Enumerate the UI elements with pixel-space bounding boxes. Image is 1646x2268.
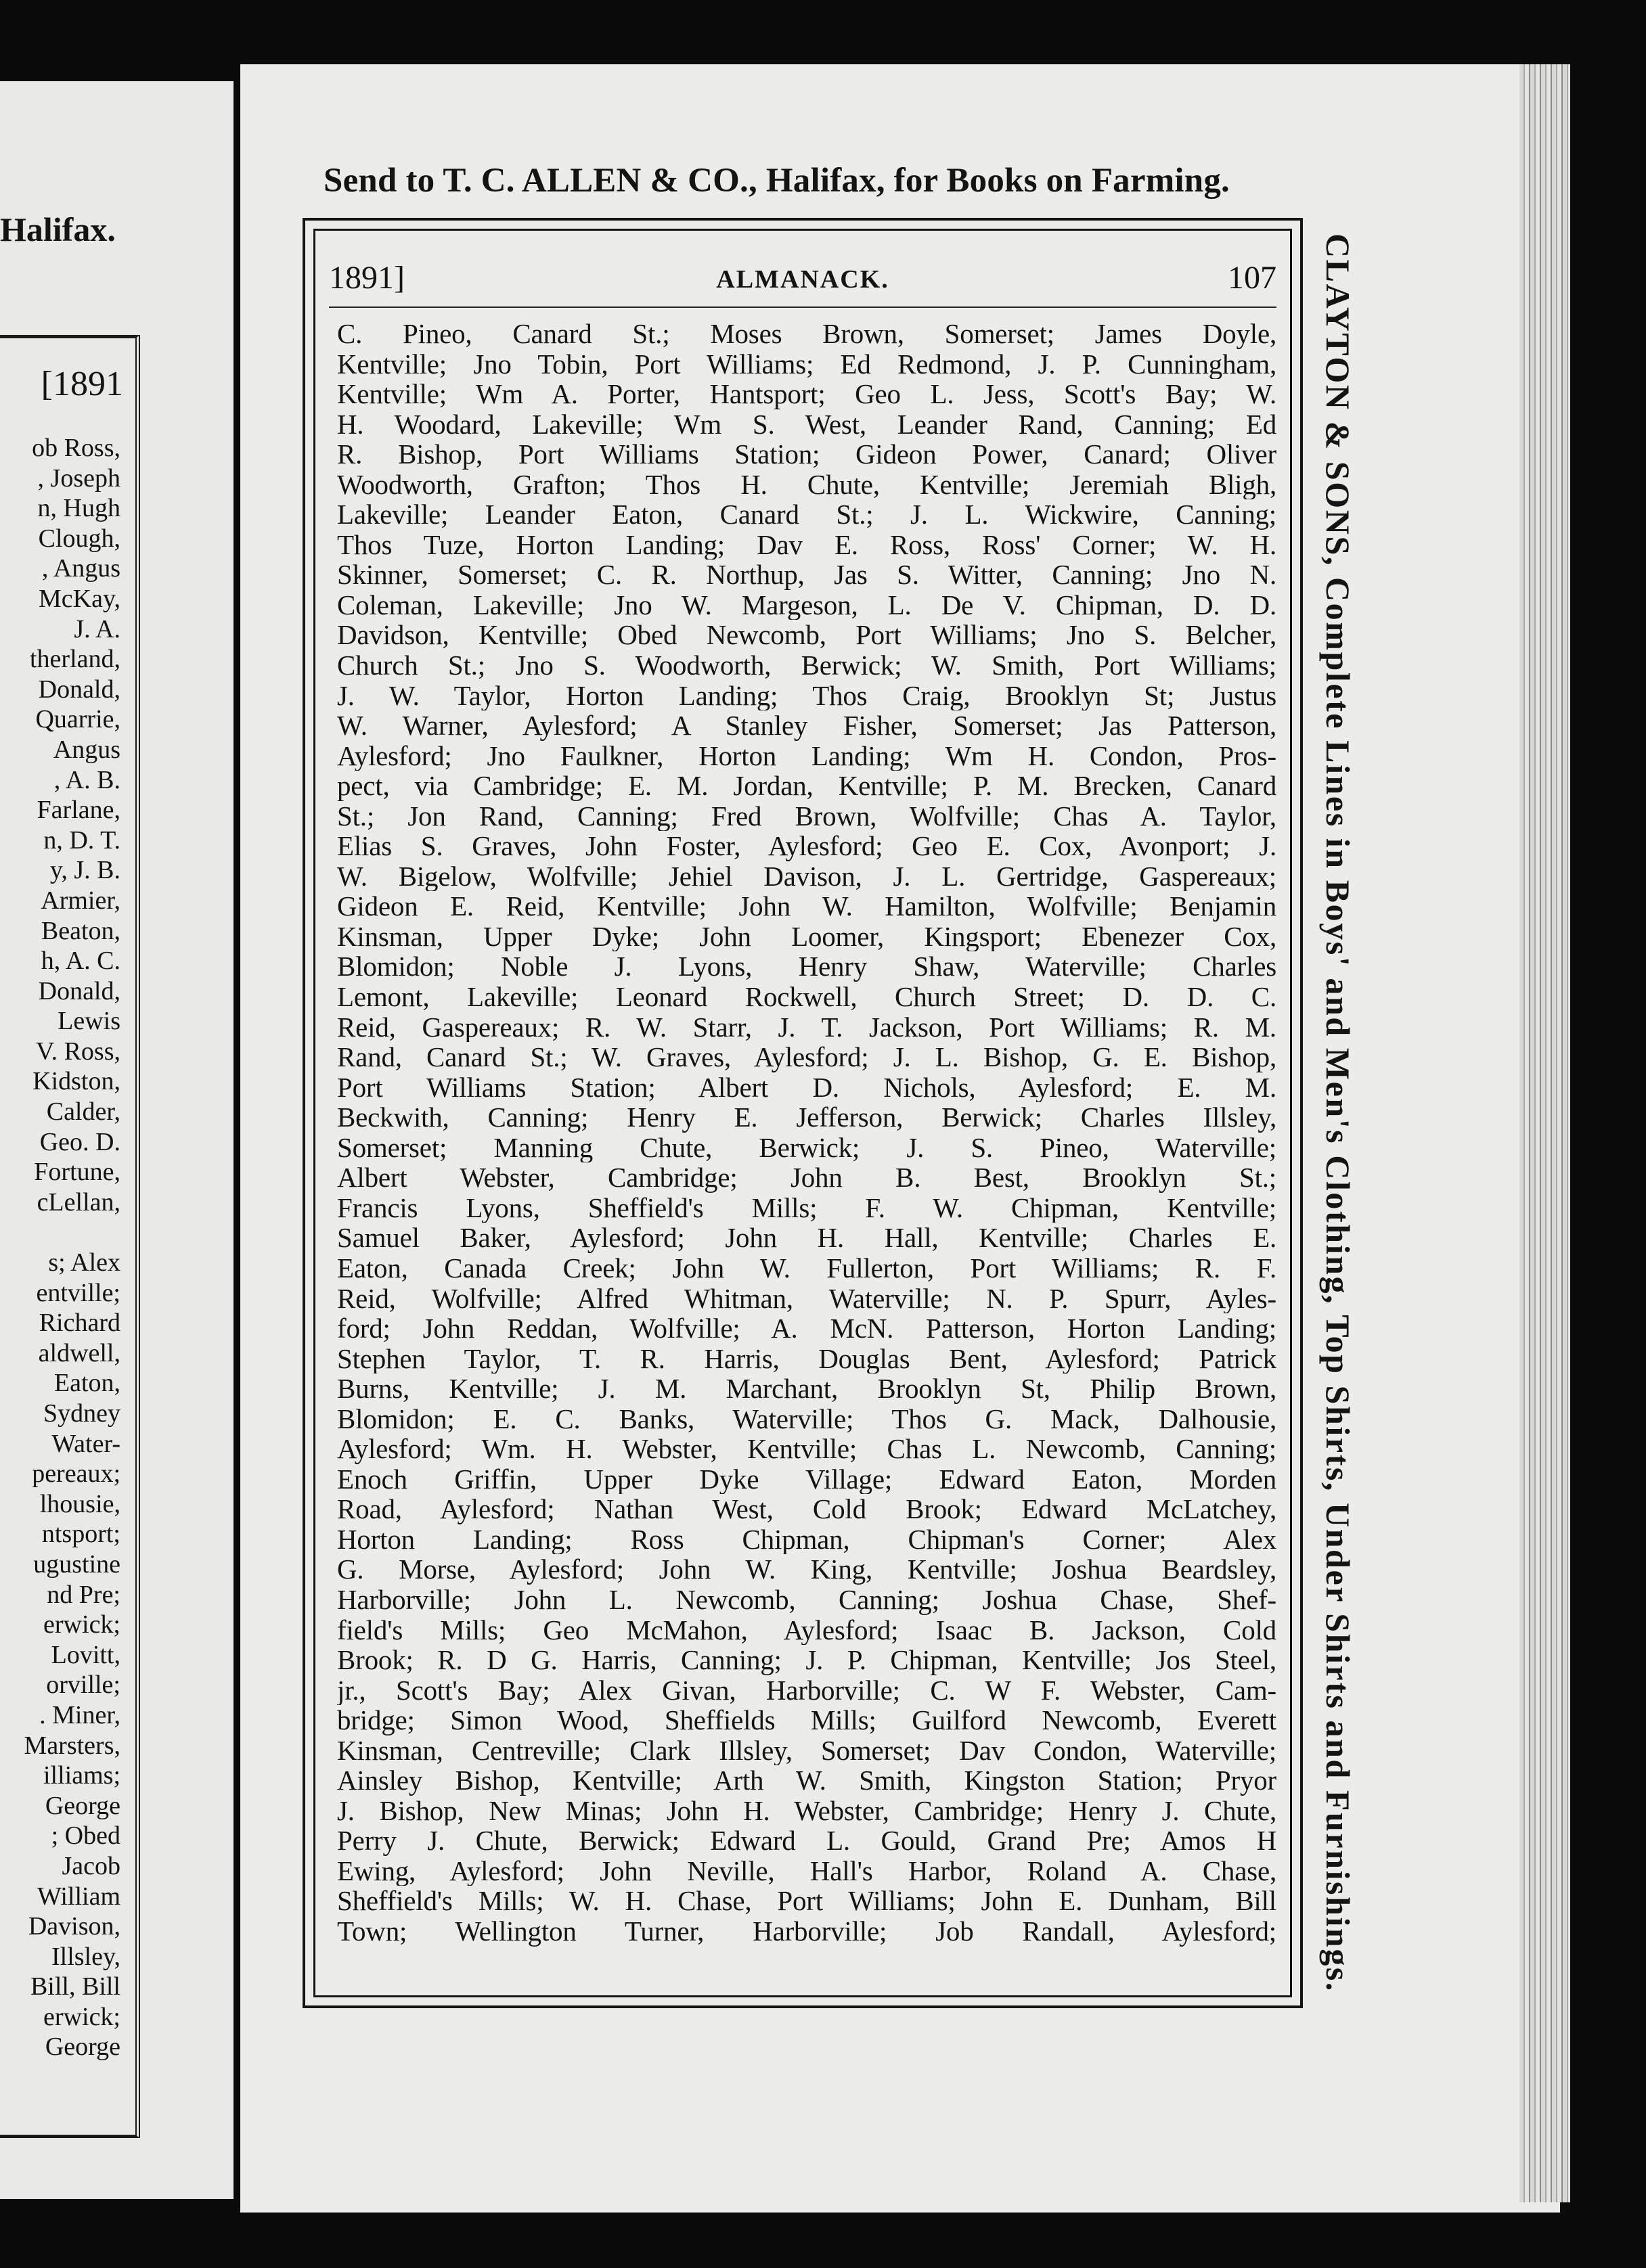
page-number: 107 — [1228, 260, 1276, 296]
left-page-line: Geo. D. — [39, 1127, 120, 1156]
text-line: Enoch Griffin, Upper Dyke Village; Edward Eaton, Morden — [337, 1464, 1276, 1495]
left-page-line: Eaton, — [53, 1369, 120, 1398]
left-page-line: McKay, — [39, 584, 120, 613]
text-line: Francis Lyons, Sheffield's Mills; F. W. Chipman, Kentville; — [337, 1192, 1276, 1223]
left-page-line: , Angus — [41, 554, 120, 583]
text-line: Thos Tuze, Horton Landing; Dav E. Ross, Ross' Corner; W. H. — [337, 529, 1276, 560]
text-line: Horton Landing; Ross Chipman, Chipman's Corner; Alex — [337, 1524, 1276, 1555]
left-page-line: . Miner, — [39, 1700, 120, 1729]
text-line: Eaton, Canada Creek; John W. Fullerton, Port Williams; R. F. — [337, 1252, 1276, 1284]
left-page-line: Farlane, — [37, 796, 120, 825]
text-line: Blomidon; Noble J. Lyons, Henry Shaw, Waterville; Charles — [337, 951, 1276, 982]
text-line: Port Williams Station; Albert D. Nichols, Aylesford; E. M. — [337, 1072, 1276, 1103]
left-page-line: illiams; — [43, 1761, 120, 1790]
left-page-line: George — [45, 2033, 120, 2062]
text-line: Ainsley Bishop, Kentville; Arth W. Smith, Kingston Station; Pryor — [337, 1765, 1276, 1796]
text-line: Perry J. Chute, Berwick; Edward L. Gould, Grand Pre; Amos H — [337, 1825, 1276, 1856]
text-line: Kinsman, Centreville; Clark Illsley, Somerset; Dav Condon, Waterville; — [337, 1735, 1276, 1766]
text-line: Samuel Baker, Aylesford; John H. Hall, Kentville; Charles E. — [337, 1223, 1276, 1253]
left-page-line: Lewis — [58, 1007, 120, 1036]
running-head-year: 1891] — [329, 260, 405, 296]
left-page-line: Illsley, — [51, 1942, 120, 1971]
left-page-line: Quarrie, — [35, 705, 120, 734]
text-line: Kentville; Wm A. Porter, Hantsport; Geo L. Jess, Scott's Bay; W. — [337, 379, 1276, 409]
left-page-line: Armier, — [41, 886, 120, 915]
page-edges — [1519, 64, 1570, 2202]
page-frame-inner — [313, 229, 1292, 1997]
left-page-line: , Joseph — [37, 463, 120, 493]
text-line: Aylesford; Jno Faulkner, Horton Landing; Wm H. Condon, Pros- — [337, 740, 1276, 771]
text-line: J. W. Taylor, Horton Landing; Thos Craig, Brooklyn St; Justus — [337, 680, 1276, 711]
left-page-line: erwick; — [43, 2002, 120, 2031]
left-page-text — [0, 433, 120, 2062]
text-line: Kentville; Jno Tobin, Port Williams; Ed Redmond, J. P. Cunningham, — [337, 348, 1276, 380]
left-page-line: ntsport; — [41, 1520, 120, 1549]
text-line: Woodworth, Grafton; Thos H. Chute, Kentville; Jeremiah Bligh, — [337, 469, 1276, 500]
top-banner-advertisement: Send to T. C. ALLEN & CO., Halifax, for Books on Farming. — [324, 162, 1230, 200]
left-page-line: Beaton, — [41, 916, 120, 945]
left-page-line: William — [37, 1882, 120, 1911]
text-line: J. Bishop, New Minas; John H. Webster, Cambridge; Henry J. Chute, — [337, 1795, 1276, 1826]
left-page-line: lhousie, — [39, 1489, 120, 1518]
text-line: Lakeville; Leander Eaton, Canard St.; J. L. Wickwire, Canning; — [337, 499, 1276, 530]
left-page-line: orville; — [46, 1671, 120, 1700]
running-head — [329, 259, 1276, 300]
text-line: W. Warner, Aylesford; A Stanley Fisher, Somerset; Jas Patterson, — [337, 710, 1276, 741]
left-page-line: Kidston, — [32, 1067, 120, 1096]
text-line: Harborville; John L. Newcomb, Canning; Joshua Chase, Shef- — [337, 1584, 1276, 1615]
text-line: Stephen Taylor, T. R. Harris, Douglas Bent, Aylesford; Patrick — [337, 1343, 1276, 1374]
text-line: G. Morse, Aylesford; John W. King, Kentville; Joshua Beardsley, — [337, 1554, 1276, 1585]
left-page-line: Fortune, — [34, 1158, 120, 1187]
left-page-line: Clough, — [38, 524, 120, 553]
text-line: Church St.; Jno S. Woodworth, Berwick; W. Smith, Port Williams; — [337, 650, 1276, 681]
left-page-line: Lovitt, — [51, 1640, 120, 1669]
left-page-line: ; Obed — [51, 1821, 120, 1851]
left-page-line: Marsters, — [24, 1731, 120, 1760]
left-page-header: Halifax. — [0, 210, 116, 248]
left-page-line: , A. B. — [53, 765, 120, 794]
text-line: Somerset; Manning Chute, Berwick; J. S. Pineo, Waterville; — [337, 1132, 1276, 1163]
left-page-line: erwick; — [43, 1610, 120, 1639]
left-page-line: n, D. T. — [43, 825, 120, 855]
left-page-line: y, J. B. — [49, 856, 120, 885]
text-line: Sheffield's Mills; W. H. Chase, Port Williams; John E. Dunham, Bill — [337, 1886, 1276, 1916]
left-page-line: pereaux; — [32, 1459, 120, 1489]
text-line: Road, Aylesford; Nathan West, Cold Brook; Edward McLatchey, — [337, 1494, 1276, 1524]
left-page-line: n, Hugh — [37, 494, 120, 523]
text-line: W. Bigelow, Wolfville; Jehiel Davison, J. L. Gertridge, Gaspereaux; — [337, 861, 1276, 892]
text-line: Kinsman, Upper Dyke; John Loomer, Kingsport; Ebenezer Cox, — [337, 921, 1276, 952]
text-line: H. Woodard, Lakeville; Wm S. West, Leander Rand, Canning; Ed — [337, 409, 1276, 440]
left-page-line: Donald, — [38, 976, 120, 1005]
left-page-line: Bill, Bill — [30, 1972, 120, 2001]
text-line: Coleman, Lakeville; Jno W. Margeson, L. De V. Chipman, D. D. — [337, 589, 1276, 620]
text-line: Albert Webster, Cambridge; John B. Best, Brooklyn St.; — [337, 1162, 1276, 1193]
left-page-line: h, A. C. — [41, 947, 120, 976]
text-line: Davidson, Kentville; Obed Newcomb, Port Williams; Jno S. Belcher, — [337, 620, 1276, 651]
left-page-line: V. Ross, — [36, 1037, 120, 1066]
left-page-line: Water- — [51, 1429, 120, 1458]
left-page-line: Calder, — [46, 1097, 120, 1127]
left-page-line: aldwell, — [38, 1338, 120, 1367]
left-page-line: s; Alex — [48, 1248, 120, 1277]
text-line: pect, via Cambridge; E. M. Jordan, Kentville; P. M. Brecken, Canard — [337, 771, 1276, 801]
left-page-line: nd Pre; — [47, 1580, 120, 1609]
running-head-title: ALMANACK. — [716, 265, 889, 294]
left-page-line: Donald, — [38, 675, 120, 704]
text-line: Gideon E. Reid, Kentville; John W. Hamilton, Wolfville; Benjamin — [337, 891, 1276, 922]
header-rule — [329, 307, 1276, 308]
text-line: Burns, Kentville; J. M. Marchant, Brooklyn St, Philip Brown, — [337, 1374, 1276, 1404]
text-line: Rand, Canard St.; W. Graves, Aylesford; J. L. Bishop, G. E. Bishop, — [337, 1042, 1276, 1072]
text-line: Reid, Wolfville; Alfred Whitman, Waterville; N. P. Spurr, Ayles- — [337, 1283, 1276, 1314]
left-page-line: entville; — [36, 1278, 120, 1307]
text-line: jr., Scott's Bay; Alex Givan, Harborville; C. W F. Webster, Cam- — [337, 1675, 1276, 1706]
text-line: St.; Jon Rand, Canning; Fred Brown, Wolfville; Chas A. Taylor, — [337, 800, 1276, 832]
text-line: Elias S. Graves, John Foster, Aylesford; Geo E. Cox, Avonport; J. — [337, 831, 1276, 861]
text-line: C. Pineo, Canard St.; Moses Brown, Somerset; James Doyle, — [337, 319, 1276, 349]
text-line: bridge; Simon Wood, Sheffields Mills; Guilford Newcomb, Everett — [337, 1705, 1276, 1736]
left-page-line: ugustine — [33, 1549, 120, 1579]
left-page-line: George — [45, 1791, 120, 1820]
text-line: Aylesford; Wm. H. Webster, Kentville; Chas L. Newcomb, Canning; — [337, 1434, 1276, 1464]
text-line: Blomidon; E. C. Banks, Waterville; Thos G. Mack, Dalhousie, — [337, 1403, 1276, 1434]
left-page-line: Angus — [53, 735, 120, 764]
text-line: Ewing, Aylesford; John Neville, Hall's Harbor, Roland A. Chase, — [337, 1855, 1276, 1886]
text-line: Skinner, Somerset; C. R. Northup, Jas S. Witter, Canning; Jno N. — [337, 560, 1276, 590]
left-page-line: ob Ross, — [32, 434, 120, 462]
left-page-line: Jacob — [62, 1851, 120, 1880]
directory-text — [337, 319, 1276, 1947]
page-frame — [303, 218, 1303, 2008]
left-page-frame — [0, 335, 140, 2138]
text-line: Town; Wellington Turner, Harborville; Job Randall, Aylesford; — [337, 1915, 1276, 1947]
text-line: R. Bishop, Port Williams Station; Gideon Power, Canard; Oliver — [337, 439, 1276, 470]
text-line: field's Mills; Geo McMahon, Aylesford; Isaac B. Jackson, Cold — [337, 1614, 1276, 1646]
left-page-line: Sydney — [43, 1399, 120, 1428]
left-page-year: [1891 — [41, 365, 123, 403]
text-line: ford; John Reddan, Wolfville; A. McN. Patterson, Horton Landing; — [337, 1313, 1276, 1344]
side-advertisement — [1318, 233, 1379, 1999]
text-line: Beckwith, Canning; Henry E. Jefferson, Berwick; Charles Illsley, — [337, 1102, 1276, 1133]
text-line: Lemont, Lakeville; Leonard Rockwell, Church Street; D. D. C. — [337, 982, 1276, 1012]
left-page-line — [0, 1217, 120, 1248]
side-advertisement-text: CLAYTON & SONS, Complete Lines in Boys' and Men's Clothing, Top Shirts, Under Shirts and Furnishings. — [1319, 233, 1357, 1993]
left-page-line: Richard — [39, 1309, 120, 1338]
text-line: Reid, Gaspereaux; R. W. Starr, J. T. Jackson, Port Williams; R. M. — [337, 1012, 1276, 1043]
left-page-line: therland, — [29, 645, 120, 674]
left-page-fragment — [0, 81, 233, 2199]
text-line: Brook; R. D G. Harris, Canning; J. P. Chipman, Kentville; Jos Steel, — [337, 1645, 1276, 1675]
left-page-line: Davison, — [28, 1912, 120, 1941]
left-page-line: cLellan, — [37, 1187, 120, 1217]
left-page-line: J. A. — [74, 614, 120, 643]
